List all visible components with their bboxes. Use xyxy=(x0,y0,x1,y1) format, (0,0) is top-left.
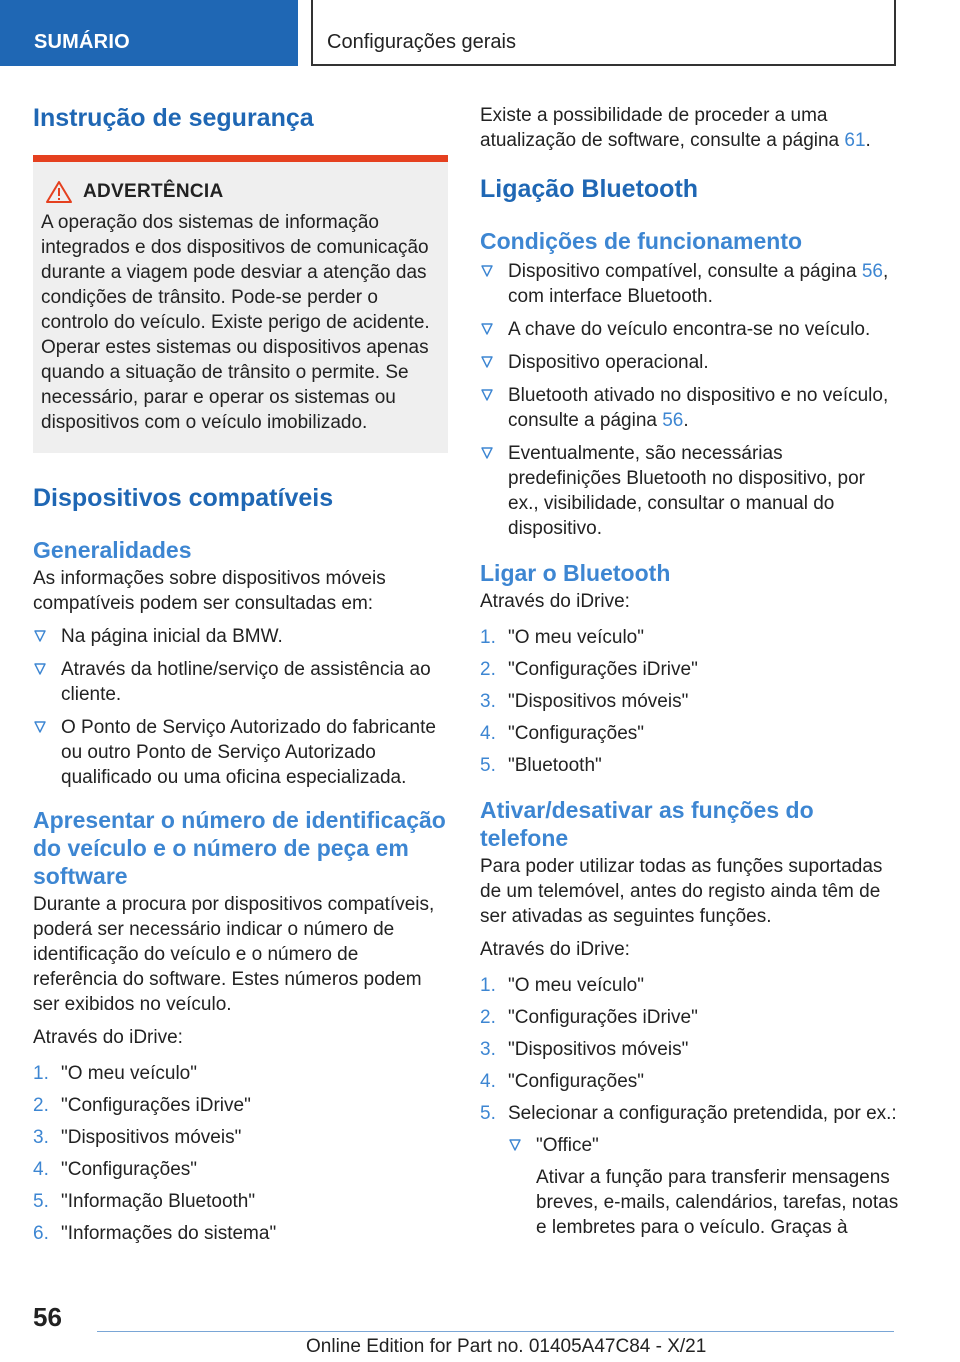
edition-text: Online Edition for Part no. 01405A47C84 - X/21 xyxy=(306,1336,707,1357)
step-number: 3. xyxy=(33,1127,49,1148)
intro-text-pre: Existe a possibilidade de proceder a uma atualização de software, consulte a página xyxy=(480,105,845,151)
list-item-text: A chave do veículo encontra-se no veículo. xyxy=(508,319,871,340)
intro-text xyxy=(480,103,900,153)
step-number: 1. xyxy=(480,975,496,996)
step-number: 4. xyxy=(480,723,496,744)
step-item xyxy=(480,721,900,746)
step-text: "Informações do sistema" xyxy=(61,1223,277,1244)
general-list xyxy=(33,624,448,790)
list-item-text-post: , com interface Bluetooth. xyxy=(508,261,889,307)
bluetooth-on-via: Através do iDrive: xyxy=(480,591,630,612)
list-item-text: Na página inicial da BMW. xyxy=(61,626,283,647)
step-text: "Configurações" xyxy=(61,1159,198,1180)
step-text: "Configurações iDrive" xyxy=(508,659,698,680)
triangle-bullet-icon xyxy=(481,447,493,459)
page-link-61[interactable]: 61 xyxy=(844,130,866,151)
step-text: Selecionar a configuração pretendida, por ex.: xyxy=(508,1103,897,1124)
intro-text-post: . xyxy=(865,130,871,151)
office-text: Ativar a função para transferir mensagens breves, e-mails, calendários, tarefas, notas e lembretes para o veículo. Graças à xyxy=(536,1167,899,1238)
page-link[interactable]: 56 xyxy=(861,261,883,282)
list-item-text-post: . xyxy=(683,410,689,431)
warning-triangle-icon xyxy=(45,180,73,204)
list-item xyxy=(33,715,448,790)
triangle-bullet-icon xyxy=(34,663,46,675)
section-title: Configurações gerais xyxy=(311,0,896,66)
office-subitem xyxy=(480,1133,900,1240)
step-item xyxy=(33,1125,448,1150)
warning-label: ADVERTÊNCIA xyxy=(83,181,224,202)
step-item xyxy=(480,657,900,682)
office-label: "Office" xyxy=(536,1135,599,1156)
safety-title: Instrução de segurança xyxy=(33,104,314,132)
vin-steps-list xyxy=(33,1061,448,1246)
triangle-bullet-icon xyxy=(481,265,493,277)
right-column xyxy=(480,100,900,1248)
step-text: "Configurações iDrive" xyxy=(508,1007,698,1028)
conditions-title: Condições de funcionamento xyxy=(480,228,803,254)
conditions-list xyxy=(480,259,900,541)
step-item xyxy=(480,625,900,650)
step-item xyxy=(33,1061,448,1086)
step-text: "O meu veículo" xyxy=(61,1063,197,1084)
step-text: "O meu veículo" xyxy=(508,627,644,648)
step-item xyxy=(480,689,900,714)
step-number: 5. xyxy=(480,1103,496,1124)
step-text: "Dispositivos móveis" xyxy=(508,1039,689,1060)
present-title: Apresentar o número de identificação do veículo e o número de peça em software xyxy=(33,807,446,889)
step-text: "Configurações" xyxy=(508,1071,645,1092)
phone-functions-via: Através do iDrive: xyxy=(480,939,630,960)
devices-title: Dispositivos compatíveis xyxy=(33,484,334,512)
step-number: 5. xyxy=(33,1191,49,1212)
step-item xyxy=(480,1069,900,1094)
list-item-text: Através da hotline/serviço de assistência ao cliente. xyxy=(61,659,431,705)
list-item xyxy=(480,317,900,342)
triangle-bullet-icon xyxy=(481,356,493,368)
list-item xyxy=(480,441,900,541)
step-item xyxy=(480,1005,900,1030)
warning-header xyxy=(43,180,440,204)
step-text: "Dispositivos móveis" xyxy=(508,691,689,712)
step-number: 1. xyxy=(480,627,496,648)
triangle-bullet-icon xyxy=(34,721,46,733)
step-item xyxy=(480,753,900,778)
general-title: Generalidades xyxy=(33,537,192,563)
list-item-text: Bluetooth ativado no dispositivo e no veículo, consulte a página xyxy=(508,385,889,431)
step-item xyxy=(33,1189,448,1214)
phone-functions-steps xyxy=(480,973,900,1126)
step-item xyxy=(480,1037,900,1062)
left-column xyxy=(33,100,448,1253)
step-text: "Configurações iDrive" xyxy=(61,1095,251,1116)
bluetooth-title: Ligação Bluetooth xyxy=(480,175,699,203)
step-item xyxy=(33,1157,448,1182)
triangle-bullet-icon xyxy=(481,323,493,335)
step-item xyxy=(480,1101,900,1126)
list-item-text: Dispositivo compatível, consulte a página xyxy=(508,261,862,282)
footer-rule xyxy=(97,1331,894,1332)
list-item-text: Eventualmente, são necessárias predefinições Bluetooth no dispositivo, por ex., visibilidade, consultar o manual do dispositivo. xyxy=(508,443,866,539)
warning-text: A operação dos sistemas de informação integrados e dos dispositivos de comunicação durante a viagem pode desviar a atenção das condições de trânsito. Pode-se perder o controlo do veículo. Existe perigo de acidente. Operar estes sistemas ou dispositivos apenas quando a situação de trânsito o permite. Se necessário, parar e operar os sistemas ou dispositivos com o veículo imobilizado. xyxy=(41,212,430,433)
step-number: 5. xyxy=(480,755,496,776)
list-item xyxy=(33,624,448,649)
list-item xyxy=(480,350,900,375)
list-item xyxy=(33,657,448,707)
step-item xyxy=(33,1093,448,1118)
page-number: 56 xyxy=(33,1302,62,1332)
step-text: "O meu veículo" xyxy=(508,975,644,996)
list-item xyxy=(480,259,900,309)
triangle-bullet-icon xyxy=(34,630,46,642)
list-item-text: Dispositivo operacional. xyxy=(508,352,709,373)
present-text: Durante a procura por dispositivos compatíveis, poderá ser necessário indicar o número de identificação do veículo e o número de referência do software. Estes números podem ser exibidos no veículo. xyxy=(33,894,435,1015)
via-idrive-text: Através do iDrive: xyxy=(33,1027,183,1048)
step-text: "Configurações" xyxy=(508,723,645,744)
step-number: 6. xyxy=(33,1223,49,1244)
summary-tab[interactable]: SUMÁRIO xyxy=(0,0,298,66)
page-link[interactable]: 56 xyxy=(662,410,684,431)
step-item xyxy=(480,973,900,998)
phone-functions-title: Ativar/desativar as funções do telefone xyxy=(480,797,814,851)
step-text: "Dispositivos móveis" xyxy=(61,1127,242,1148)
step-item xyxy=(33,1221,448,1246)
triangle-bullet-icon xyxy=(481,389,493,401)
warning-box xyxy=(33,155,448,453)
general-text: As informações sobre dispositivos móveis compatíveis podem ser consultadas em: xyxy=(33,568,386,614)
step-text: "Bluetooth" xyxy=(508,755,602,776)
list-item xyxy=(480,383,900,433)
list-item-text: O Ponto de Serviço Autorizado do fabricante ou outro Ponto de Serviço Autorizado qualificado ou uma oficina especializada. xyxy=(61,717,436,788)
step-number: 3. xyxy=(480,691,496,712)
office-item xyxy=(508,1133,900,1240)
step-number: 3. xyxy=(480,1039,496,1060)
step-number: 2. xyxy=(480,1007,496,1028)
step-number: 2. xyxy=(480,659,496,680)
step-number: 4. xyxy=(480,1071,496,1092)
step-number: 2. xyxy=(33,1095,49,1116)
step-number: 4. xyxy=(33,1159,49,1180)
bluetooth-on-title: Ligar o Bluetooth xyxy=(480,560,671,586)
step-number: 1. xyxy=(33,1063,49,1084)
bluetooth-on-steps xyxy=(480,625,900,778)
step-text: "Informação Bluetooth" xyxy=(61,1191,256,1212)
triangle-bullet-icon xyxy=(509,1139,521,1151)
phone-functions-text: Para poder utilizar todas as funções suportadas de um telemóvel, antes do registo ainda têm de ser ativadas as seguintes funções. xyxy=(480,856,883,927)
